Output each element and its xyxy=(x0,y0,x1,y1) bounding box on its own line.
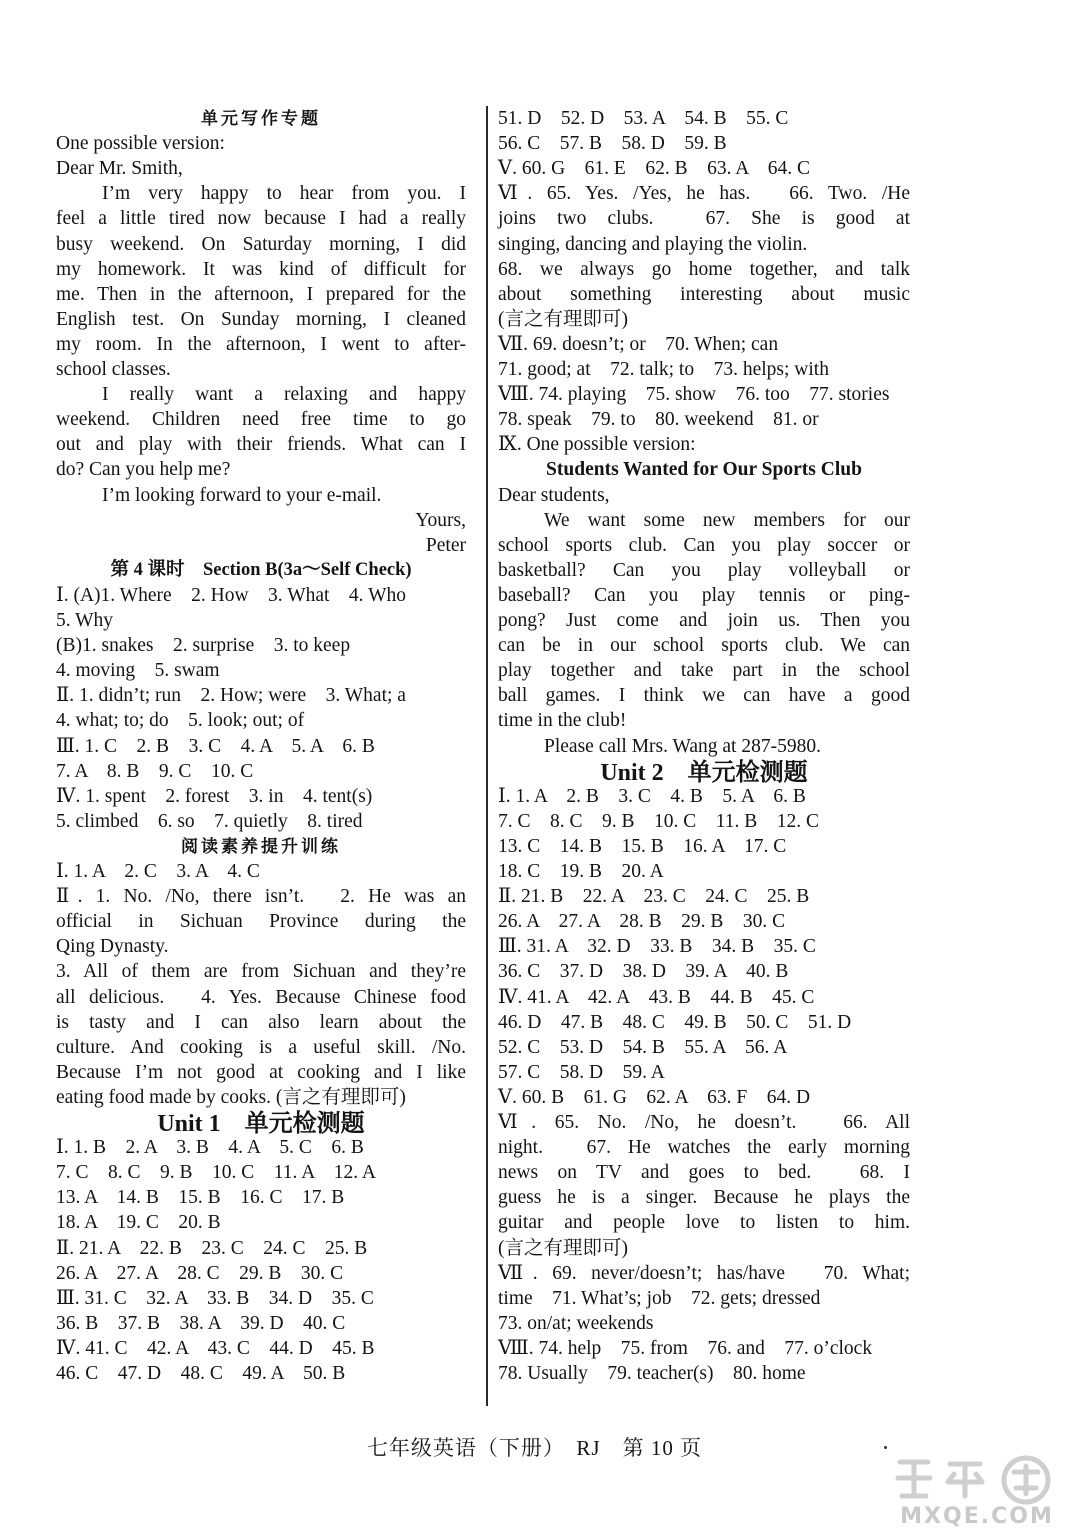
right-column-line: 71. good; at 72. talk; to 73. helps; with xyxy=(498,359,829,380)
left-column-line: 5. climbed 6. so 7. quietly 8. tired xyxy=(56,810,363,832)
right-column-line: 78. Usually 79. teacher(s) 80. home xyxy=(498,1363,806,1384)
right-column-line: Ⅲ. 31. A 32. D 33. B 34. B 35. C xyxy=(498,936,816,958)
left-column-line: Qing Dynasty. xyxy=(56,936,169,958)
right-column-line: Ⅵ. 65. No. /No, he doesn’t. 66. All xyxy=(498,1112,910,1133)
right-column-line: 78. speak 79. to 80. weekend 81. or xyxy=(498,409,819,431)
right-column-line: Ⅶ. 69. never/doesn’t; has/have 70. What; xyxy=(498,1262,910,1284)
left-column-line: me. Then in the afternoon, I prepared for the xyxy=(56,283,466,305)
left-column-line: Ⅳ. 1. spent 2. forest 3. in 4. tent(s) xyxy=(56,785,373,807)
right-column-line: 36. C 37. D 38. D 39. A 40. B xyxy=(498,961,789,983)
left-column-line: Ⅰ. (A)1. Where 2. How 3. What 4. Who xyxy=(56,584,406,606)
right-column-line: Ⅷ. 74. playing 75. show 76. too 77. stories xyxy=(498,384,890,406)
left-column-line: Ⅰ. 1. B 2. A 3. B 4. A 5. C 6. B xyxy=(56,1137,364,1159)
left-column-line: out and play with their friends. What can I xyxy=(56,434,466,456)
right-column-line: guess he is a singer. Because he plays the xyxy=(498,1187,910,1209)
left-column-line: Dear Mr. Smith, xyxy=(56,158,183,180)
left-column-line: Ⅲ. 1. C 2. B 3. C 4. A 5. A 6. B xyxy=(56,735,375,757)
page-footer: 七年级英语（下册） RJ 第 10 页 xyxy=(366,1436,703,1460)
right-column-line: Please call Mrs. Wang at 287-5980. xyxy=(544,735,821,757)
right-column-line: Ⅴ. 60. G 61. E 62. B 63. A 64. C xyxy=(498,158,811,180)
right-column-line: basketball? Can you play volleyball or xyxy=(498,559,910,581)
left-column-line: Yours, xyxy=(415,509,466,531)
right-column-line: 73. on/at; weekends xyxy=(498,1312,654,1334)
right-column-line: Ⅴ. 60. B 61. G 62. A 63. F 64. D xyxy=(498,1086,811,1108)
right-column-line: 56. C 57. B 58. D 59. B xyxy=(498,133,727,155)
right-column-line: 52. C 53. D 54. B 55. A 56. A xyxy=(498,1036,788,1058)
right-column-line: 57. C 58. D 59. A xyxy=(498,1061,665,1083)
left-column-line: feel a little tired now because I had a really xyxy=(56,208,466,230)
left-column-line: 阅读素养提升训练 xyxy=(181,836,341,856)
right-column-line: play together and take part in the school xyxy=(498,660,910,682)
left-column-line: 单元写作专题 xyxy=(201,109,321,128)
right-column-line: baseball? Can you play tennis or ping- xyxy=(498,584,910,606)
right-column-line: (言之有理即可) xyxy=(498,1237,628,1259)
right-column-line: ball games. I think we can have a good xyxy=(498,685,910,707)
left-column-line: busy weekend. On Saturday morning, I did xyxy=(56,233,466,255)
right-column-line: 46. D 47. B 48. C 49. B 50. C 51. D xyxy=(498,1011,852,1033)
left-column-line: (B)1. snakes 2. surprise 3. to keep xyxy=(56,635,351,657)
right-column-line: Ⅶ. 69. doesn’t; or 70. When; can xyxy=(498,333,779,355)
left-column-line: Ⅱ. 21. A 22. B 23. C 24. C 25. B xyxy=(56,1237,368,1259)
left-column-line: 7. C 8. C 9. B 10. C 11. A 12. A xyxy=(56,1162,376,1184)
left-column-line: my room. In the afternoon, I went to after- xyxy=(56,333,466,355)
footer-dot xyxy=(884,1446,887,1449)
left-column-line: eating food made by cooks. (言之有理即可) xyxy=(56,1086,406,1108)
left-column-line: is tasty and I can also learn about the xyxy=(56,1011,466,1033)
left-column-line: 3. All of them are from Sichuan and they’re xyxy=(56,961,466,983)
left-column-line: my homework. It was kind of difficult for xyxy=(56,258,466,280)
left-column-line: I’m looking forward to your e-mail. xyxy=(102,484,382,506)
right-column-line: 13. C 14. B 15. B 16. A 17. C xyxy=(498,835,787,857)
left-column-line: 7. A 8. B 9. C 10. C xyxy=(56,760,254,782)
watermark-logo xyxy=(888,1452,1066,1534)
right-column-line: Ⅸ. One possible version: xyxy=(498,434,696,456)
left-column-line: Ⅲ. 31. C 32. A 33. B 34. D 35. C xyxy=(56,1287,374,1309)
left-column-line: all delicious. 4. Yes. Because Chinese food xyxy=(56,986,466,1008)
right-column-line: time in the club! xyxy=(498,710,627,732)
right-column-line: Ⅵ. 65. Yes. /Yes, he has. 66. Two. /He xyxy=(498,183,910,205)
left-column-line: 第 4 课时 Section B(3a～Self Check) xyxy=(110,559,412,580)
right-column-line: Ⅰ. 1. A 2. B 3. C 4. B 5. A 6. B xyxy=(498,785,806,807)
left-column-line: I’m very happy to hear from you. I xyxy=(102,183,466,205)
left-column-line: Because I’m not good at cooking and I like xyxy=(56,1061,466,1083)
left-column-line: 4. what; to; do 5. look; out; of xyxy=(56,710,305,732)
left-column-line: 18. A 19. C 20. B xyxy=(56,1212,221,1234)
right-column-line: 18. C 19. B 20. A xyxy=(498,861,664,882)
left-column-line: 4. moving 5. swam xyxy=(56,660,220,682)
left-column-line: English test. On Sunday morning, I cleaned xyxy=(56,308,466,330)
left-column-line: One possible version: xyxy=(56,133,225,155)
left-column-line: I really want a relaxing and happy xyxy=(102,384,466,406)
column-divider xyxy=(486,106,488,1406)
left-column-line: 26. A 27. A 28. C 29. B 30. C xyxy=(56,1262,344,1284)
left-column-line: Ⅳ. 41. C 42. A 43. C 44. D 45. B xyxy=(56,1337,375,1359)
left-column-line: do? Can you help me? xyxy=(56,459,231,481)
left-column-line: Ⅱ. 1. No. /No, there isn’t. 2. He was an xyxy=(56,886,466,908)
right-column-line: night. 67. He watches the early morning xyxy=(498,1137,910,1159)
right-column-line: pong? Just come and join us. Then you xyxy=(498,610,910,631)
left-column-line: 5. Why xyxy=(56,610,114,631)
right-column-line: 7. C 8. C 9. B 10. C 11. B 12. C xyxy=(498,810,820,832)
right-column-line: about something interesting about music xyxy=(498,283,910,305)
right-column-line: can be in our school sports club. We can xyxy=(498,635,910,657)
right-column-line: (言之有理即可) xyxy=(498,308,628,330)
right-column-line: time 71. What’s; job 72. gets; dressed xyxy=(498,1287,821,1309)
right-column-line: singing, dancing and playing the violin. xyxy=(498,233,808,255)
left-column-line: 13. A 14. B 15. B 16. C 17. B xyxy=(56,1187,345,1209)
left-column-line: weekend. Children need free time to go xyxy=(56,409,466,431)
left-column-line: 36. B 37. B 38. A 39. D 40. C xyxy=(56,1312,346,1334)
right-column-line: Ⅱ. 21. B 22. A 23. C 24. C 25. B xyxy=(498,886,810,908)
right-column-line: 26. A 27. A 28. B 29. B 30. C xyxy=(498,911,786,933)
left-column-line: Peter xyxy=(425,534,466,556)
left-column-line: Unit 1 单元检测题 xyxy=(157,1111,365,1137)
right-column-line: school sports club. Can you play soccer or xyxy=(498,534,910,556)
right-column-line: 68. we always go home together, and talk xyxy=(498,258,910,280)
left-column-line: culture. And cooking is a useful skill. /No. xyxy=(56,1036,466,1058)
left-column-line: school classes. xyxy=(56,359,171,380)
right-column-line: news on TV and goes to bed. 68. I xyxy=(498,1162,910,1184)
left-column-line: 46. C 47. D 48. C 49. A 50. B xyxy=(56,1363,346,1384)
right-column-line: Ⅳ. 41. A 42. A 43. B 44. B 45. C xyxy=(498,986,815,1008)
right-column-line: We want some new members for our xyxy=(544,509,910,531)
right-column-line: Unit 2 单元检测题 xyxy=(600,759,808,786)
right-column-line: Ⅷ. 74. help 75. from 76. and 77. o’clock xyxy=(498,1337,873,1359)
right-column-line: Students Wanted for Our Sports Club xyxy=(546,459,862,481)
left-column-line: official in Sichuan Province during the xyxy=(56,911,466,933)
right-column-line: guitar and people love to listen to him. xyxy=(498,1212,910,1234)
right-column-line: Dear students, xyxy=(498,484,610,506)
watermark-text: MXQE.COM xyxy=(900,1504,1054,1529)
right-column-line: joins two clubs. 67. She is good at xyxy=(498,208,910,230)
left-column-line: Ⅰ. 1. A 2. C 3. A 4. C xyxy=(56,861,260,882)
left-column-line: Ⅱ. 1. didn’t; run 2. How; were 3. What; a xyxy=(56,685,406,707)
right-column-line: 51. D 52. D 53. A 54. B 55. C xyxy=(498,108,789,129)
watermark-logo-icon xyxy=(888,1452,1066,1508)
